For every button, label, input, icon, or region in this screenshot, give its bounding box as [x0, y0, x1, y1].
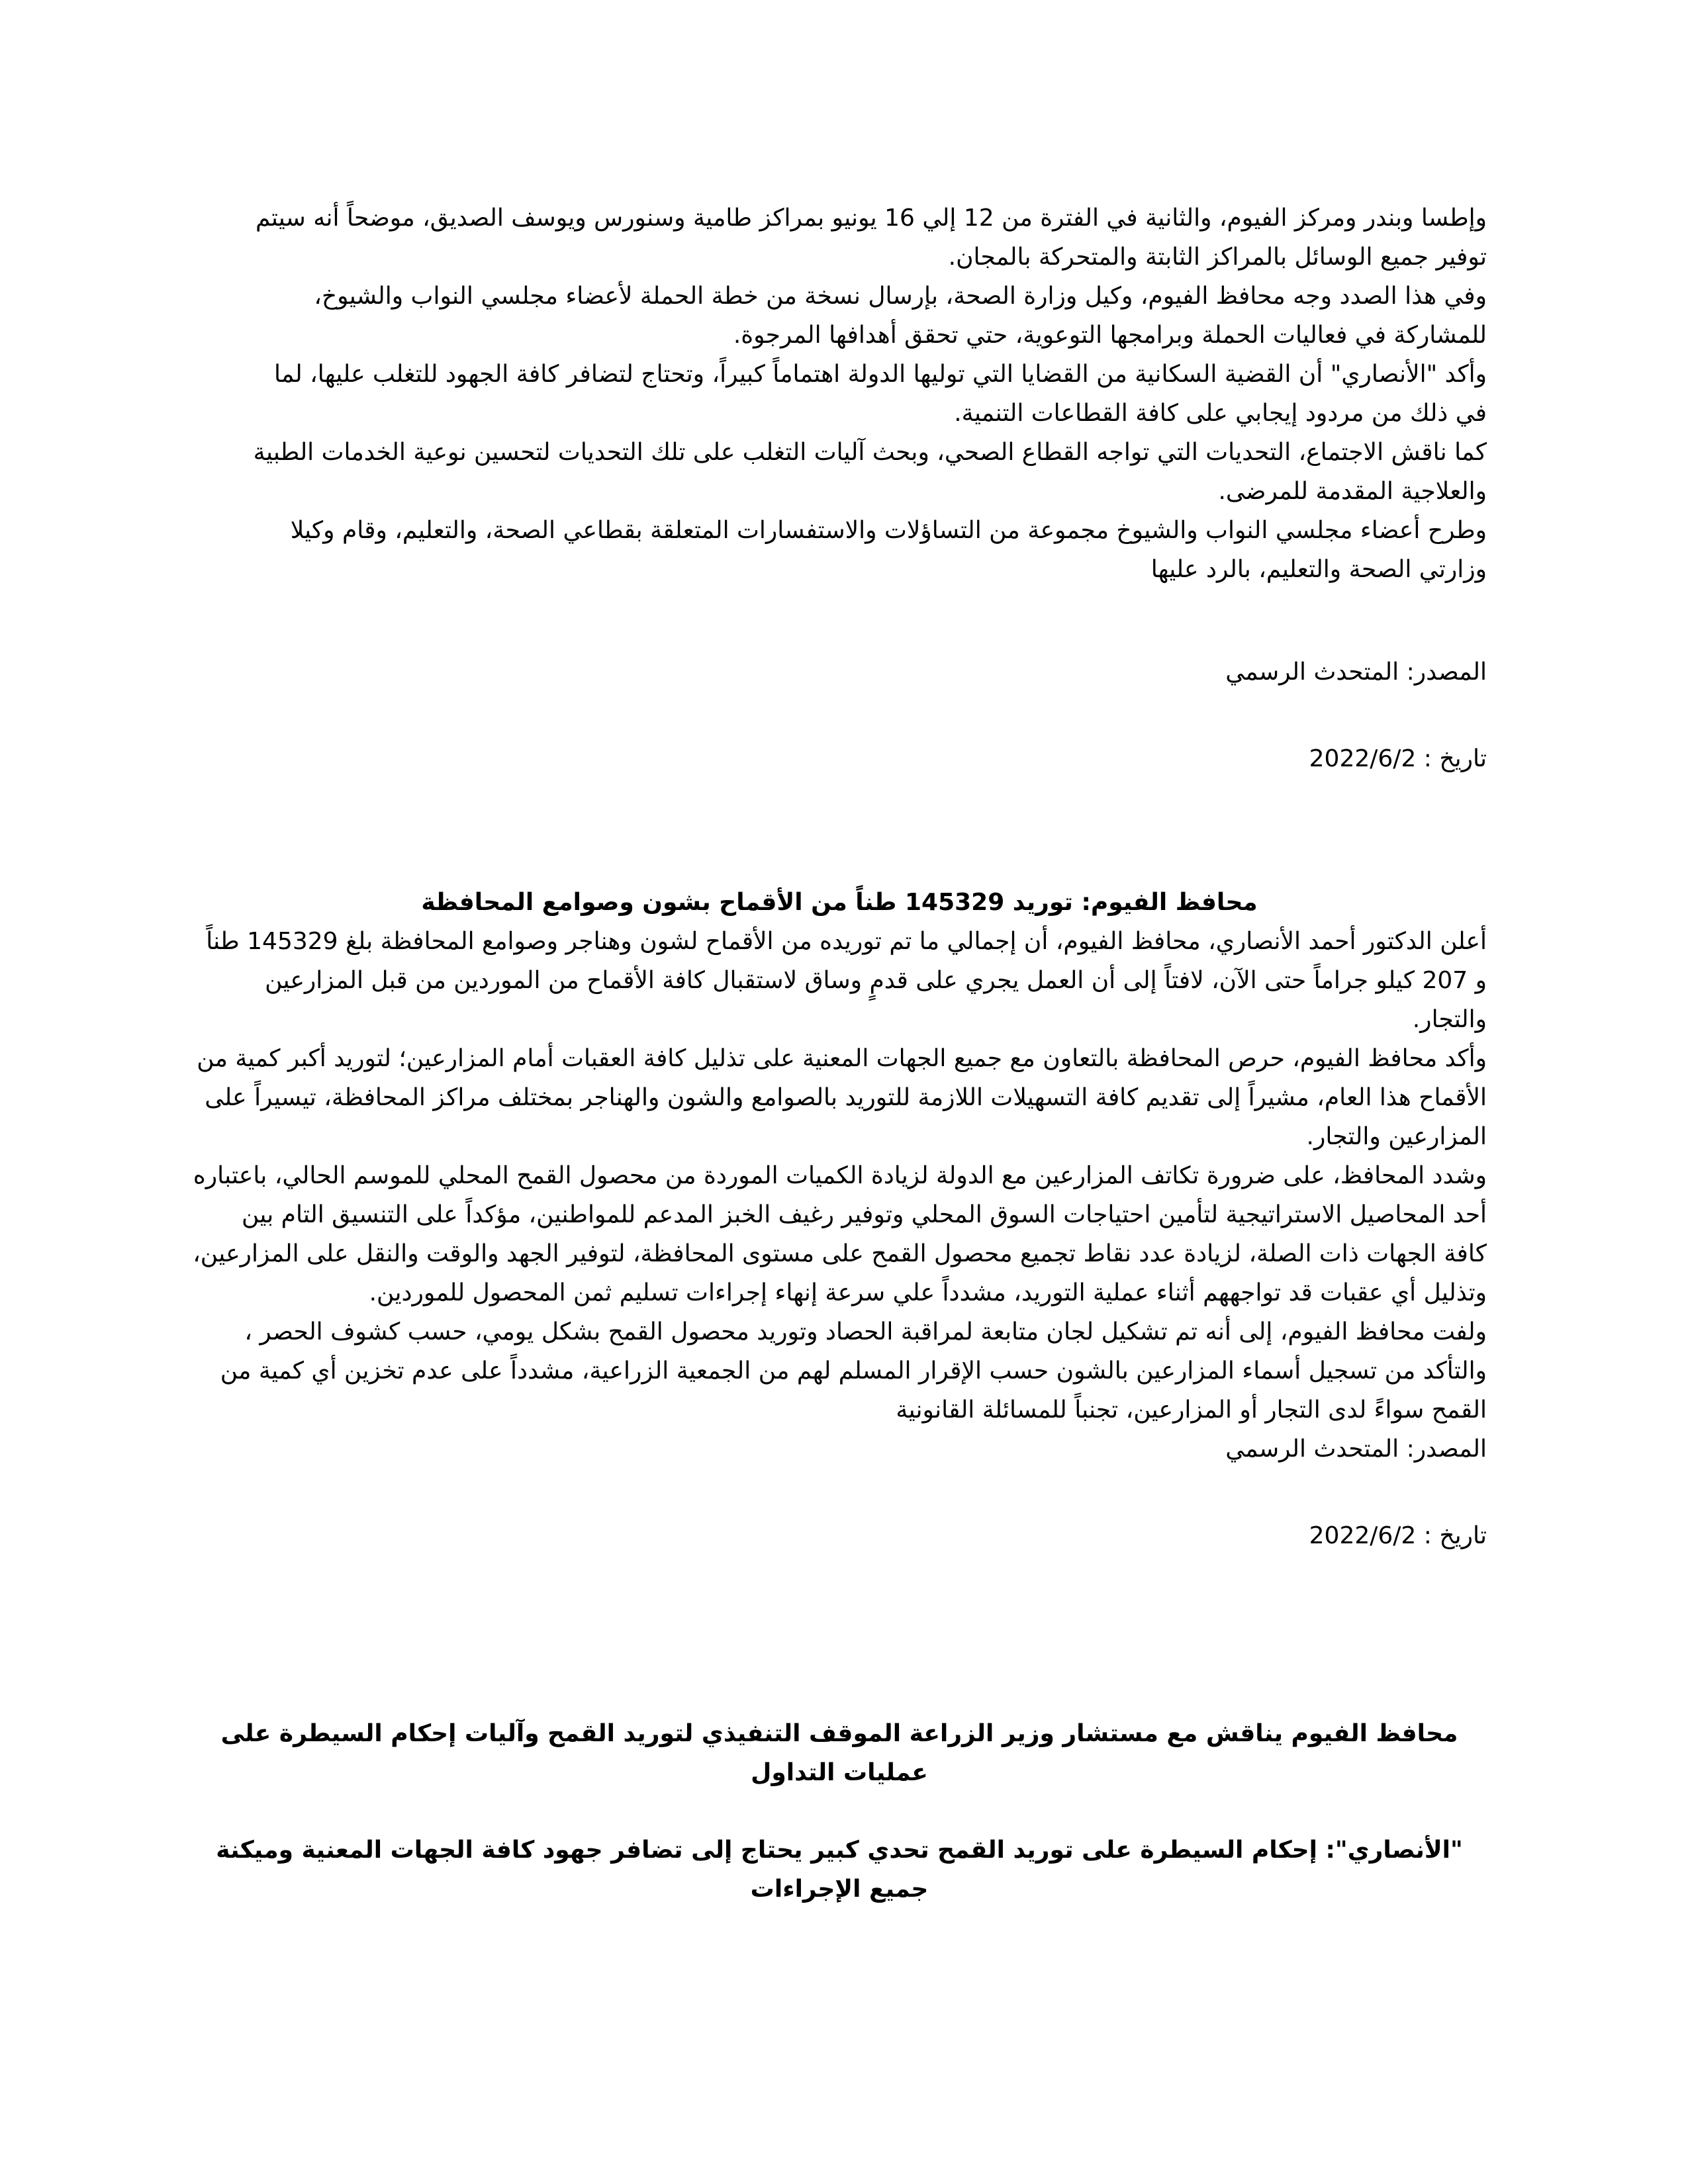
article-subtitle: "الأنصاري": إحكام السيطرة على توريد القمح تحدي كبير يحتاج إلى تضافر جهود كافة الجهات المعنية وميكنة جميع الإجراءات — [216, 1837, 1463, 1903]
source-line: المصدر: المتحدث الرسمي — [1225, 659, 1487, 686]
paragraph: وإطسا وبندر ومركز الفيوم، والثانية في الفترة من 12 إلي 16 يونيو بمراكز طامية وسنورس ويوسف الصديق، موضحاً أنه سيتم توفير جميع الوسائل بالمراكز الثابتة والمتحركة بالمجان. — [255, 205, 1487, 271]
date-line: تاريخ : 2022/6/2 — [1309, 1522, 1487, 1549]
article-continuation — [252, 199, 1487, 778]
paragraph: وفي هذا الصدد وجه محافظ الفيوم، وكيل وزارة الصحة، بإرسال نسخة من خطة الحملة لأعضاء مجلسي النواب والشيوخ، للمشاركة في فعاليات الحملة وبرامجها التوعوية، حتي تحقق أهدافها المرجوة. — [314, 283, 1487, 349]
paragraph: كما ناقش الاجتماع، التحديات التي تواجه القطاع الصحي، وبحث آليات التغلب على تلك التحديات لتحسين نوعية الخدمات الطبية والعلاجية المقدمة للمرضى. — [253, 439, 1487, 505]
article-next-heading — [192, 1714, 1487, 1909]
article-wheat-supply — [192, 867, 1487, 1555]
source-line: المصدر: المتحدث الرسمي — [1225, 1435, 1487, 1463]
article-title: محافظ الفيوم: توريد 145329 طناً من الأقماح بشون وصوامع المحافظة — [421, 889, 1258, 916]
paragraph: وطرح أعضاء مجلسي النواب والشيوخ مجموعة من التساؤلات والاستفسارات المتعلقة بقطاعي الصحة، والتعليم، وقام وكيلا وزارتي الصحة والتعليم، بالرد عليها — [290, 517, 1487, 583]
date-line: تاريخ : 2022/6/2 — [1309, 745, 1487, 772]
paragraph: وأكد محافظ الفيوم، حرص المحافظة بالتعاون مع جميع الجهات المعنية على تذليل كافة العقبات أمام المزارعين؛ لتوريد أكبر كمية من الأقماح هذا العام، مشيراً إلى تقديم كافة التسهيلات اللازمة للتوريد بالصوامع والشون والهناجر بمختلف مراكز المحافظة، تيسيراً على المزارعين والتجار. — [197, 1045, 1487, 1150]
paragraph: وشدد المحافظ، على ضرورة تكاتف المزارعين مع الدولة لزيادة الكميات الموردة من محصول القمح المحلي للموسم الحالي، باعتباره أحد المحاصيل الاستراتيجية لتأمين احتياجات السوق المحلي وتوفير رغيف الخبز المدعم للمواطنين، مؤكداً على التنسيق التام بين كافة الجهات ذات الصلة، لزيادة عدد نقاط تجميع محصول القمح على مستوى المحافظة، لتوفير الجهد والوقت والنقل على المزارعين، وتذليل أي عقبات قد تواجههم أثناء عملية التوريد، مشدداً علي سرعة إنهاء إجراءات تسليم ثمن المحصول للموردين. — [193, 1162, 1487, 1306]
paragraph: أعلن الدكتور أحمد الأنصاري، محافظ الفيوم، أن إجمالي ما تم توريده من الأقماح لشون وهناجر وصوامع المحافظة بلغ 145329 طناً و 207 كيلو جراماً حتى الآن، لافتاً إلى أن العمل يجري على قدمٍ وساق لاستقبال كافة الأقماح من الموردين من قبل المزارعين والتجار. — [206, 928, 1487, 1033]
paragraph: ولفت محافظ الفيوم، إلى أنه تم تشكيل لجان متابعة لمراقبة الحصاد وتوريد محصول القمح بشكل يومي، حسب كشوف الحصر ، والتأكد من تسجيل أسماء المزارعين بالشون حسب الإقرار المسلم لهم من الجمعية الزراعية، مشدداً على عدم تخزين أي كمية من القمح سواءً لدى التجار أو المزارعين، تجنباً للمسائلة القانونية — [220, 1318, 1487, 1424]
paragraph: وأكد "الأنصاري" أن القضية السكانية من القضايا التي توليها الدولة اهتماماً كبيراً، وتحتاج لتضافر كافة الجهود للتغلب عليها، لما في ذلك من مردود إيجابي على كافة القطاعات التنمية. — [273, 361, 1487, 427]
article-title: محافظ الفيوم يناقش مع مستشار وزير الزراعة الموقف التنفيذي لتوريد القمح وآليات إحكام السيطرة على عمليات التداول — [220, 1720, 1458, 1786]
